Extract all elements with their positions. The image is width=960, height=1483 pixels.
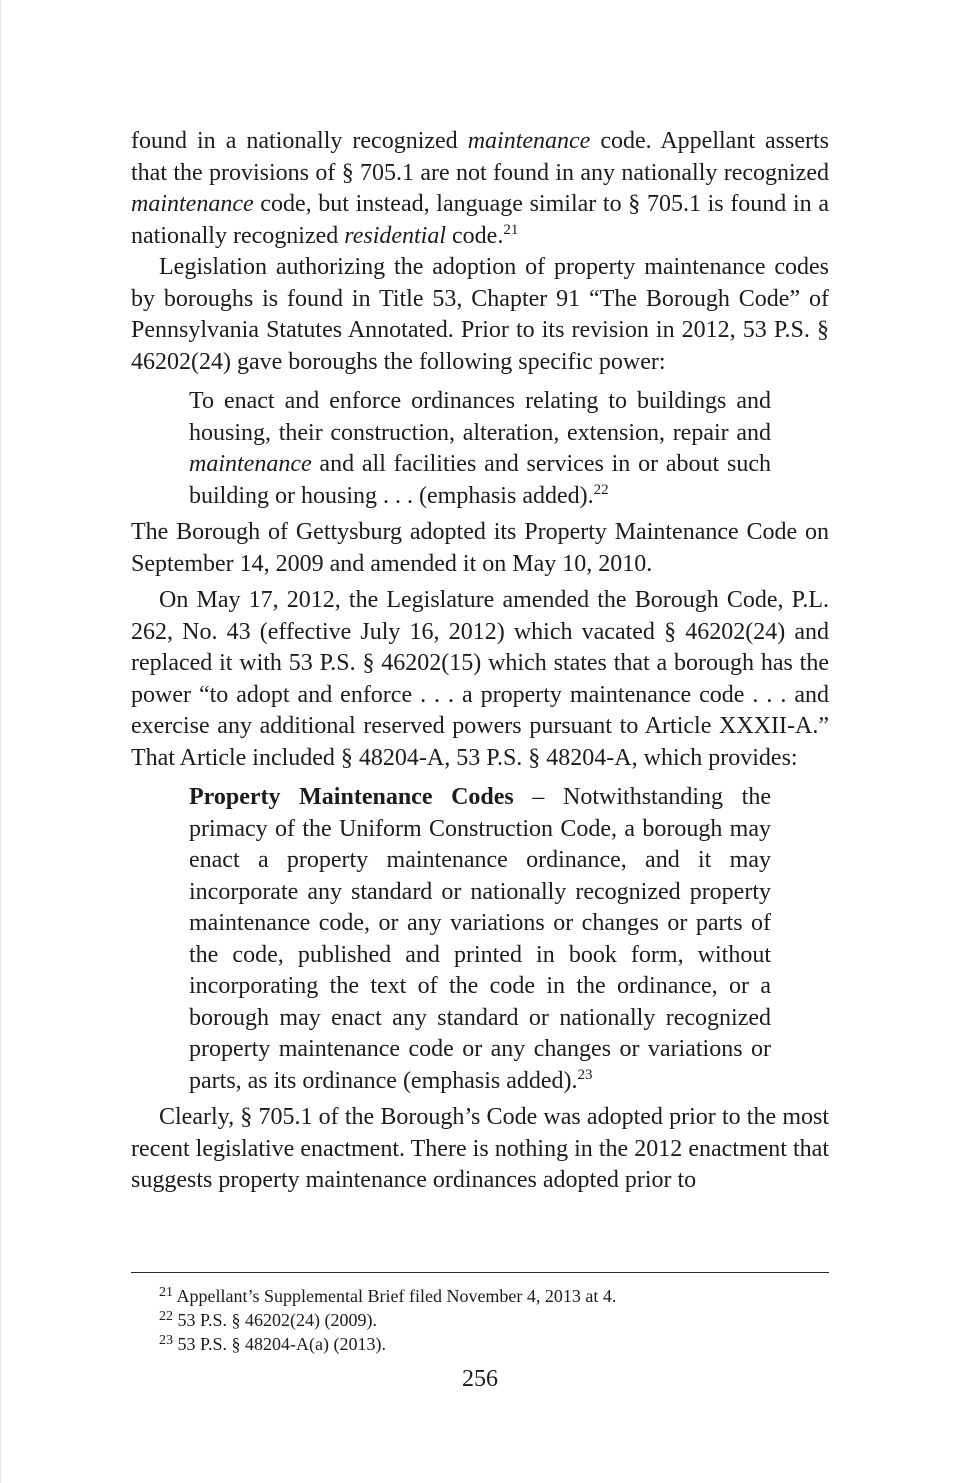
paragraph-5: Clearly, § 705.1 of the Borough’s Code was adopted prior to the most recent legislative enactment. There is nothing in the 2012 enactment that suggests property maintenance ordinances adopted prior to [131, 1104, 829, 1193]
paragraph-2: Legislation authorizing the adoption of property maintenance codes by boroughs is found in Title 53, Chapter 91 “The Borough Code” of Pennsylvania Statutes Annotated. Prior to its revision in 2012, 53 P.S. § 46202(24) gave boroughs the following specific power: [131, 254, 829, 375]
paragraph-3: The Borough of Gettysburg adopted its Property Maintenance Code on September 14, 2009 and amended it on May 10, 2010. [131, 519, 829, 577]
footnote-text: 53 P.S. § 46202(24) (2009). [173, 1310, 378, 1330]
paragraph-1-text-a: found in a nationally recognized [131, 128, 468, 154]
emphasis-maintenance: maintenance [189, 451, 312, 477]
page-number: 256 [462, 1366, 498, 1392]
footnote-divider [131, 1272, 829, 1273]
footnote-23 [159, 1332, 829, 1356]
paragraph-1-text-d: code. [446, 222, 504, 249]
footnote-ref-21: 21 [503, 221, 519, 238]
page-edge [0, 0, 1, 1483]
footnote-number: 22 [159, 1309, 173, 1324]
quote-2-text: – Notwithstanding the primacy of the Uniform Construction Code, a borough may enact a property maintenance ordinance, and it may incorporate any standard or nationally recognized property maintenance code, or any variations or changes or parts of the code, published and printed in book form, without incorporating the text of the code in the ordinance, or a borough may enact any standard or nationally recognized property maintenance code or any changes or variations or parts, as its ordinance (emphasis added). [189, 784, 771, 1094]
quote-1-text-a: To enact and enforce ordinances relating to buildings and housing, their construction, alteration, extension, repair and [189, 388, 771, 446]
footnote-21 [159, 1284, 829, 1308]
paragraph-4: On May 17, 2012, the Legislature amended the Borough Code, P.L. 262, No. 43 (effective July 16, 2012) which vacated § 46202(24) and replaced it with 53 P.S. § 46202(15) which states that a borough has the power “to adopt and enforce . . . a property maintenance code . . . and exercise any additional reserved powers pursuant to Article XXXII-A.” That Article included § 48204-A, 53 P.S. § 48204-A, which provides: [131, 587, 829, 771]
body-text [131, 126, 829, 1197]
footnote-22 [159, 1308, 829, 1332]
quote-1-text-b: and all facilities and services in or about such building or housing . . . (emphasis added). [189, 451, 771, 509]
footnote-text: 53 P.S. § 48204-A(a) (2013). [173, 1334, 386, 1354]
emphasis-maintenance: maintenance [131, 191, 254, 217]
emphasis-maintenance: maintenance [467, 128, 591, 154]
paragraph-1-text-b: code. Appellant asserts that the provisions of § 705.1 are not found in any nationally recognized [131, 128, 829, 186]
emphasis-residential: residential [344, 222, 447, 249]
block-quote-2 [189, 782, 771, 1097]
footnote-number: 23 [159, 1333, 173, 1348]
footnote-number: 21 [159, 1285, 173, 1300]
quote-2-heading: Property Maintenance Codes [189, 784, 514, 810]
footnote-ref-22: 22 [593, 481, 609, 498]
paragraph-1 [131, 126, 829, 252]
block-quote-1 [189, 386, 771, 512]
footnotes [159, 1284, 829, 1356]
paragraph-1-text-c: code, but instead, language similar to § 705.1 is found in a nationally recognized [131, 191, 829, 249]
footnote-text: Appellant’s Supplemental Brief filed November 4, 2013 at 4. [173, 1286, 617, 1306]
footnote-ref-23: 23 [577, 1066, 593, 1083]
